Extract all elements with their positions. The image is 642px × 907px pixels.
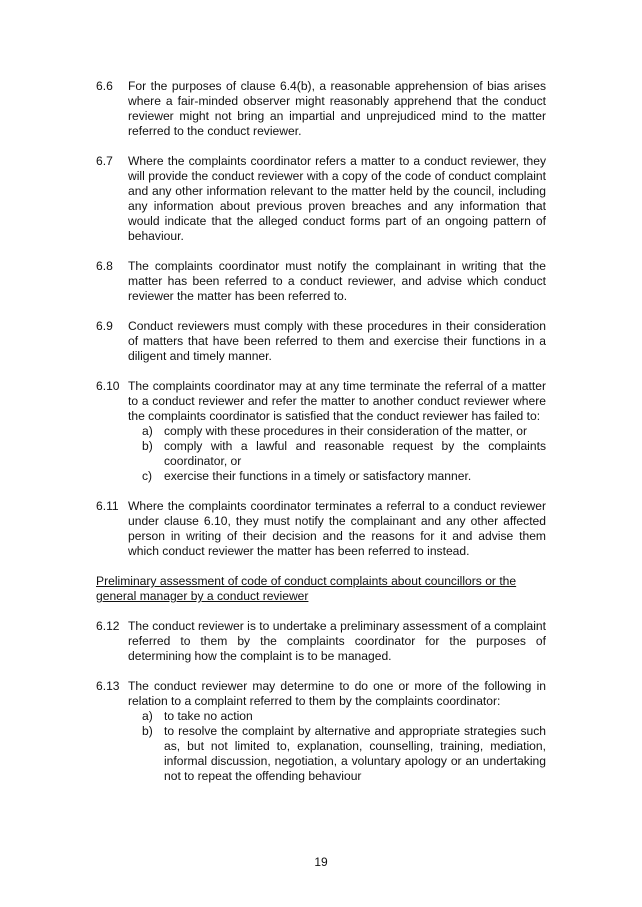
sub-item-list bbox=[128, 709, 546, 784]
clause-number: 6.6 bbox=[96, 79, 113, 93]
clause-number: 6.12 bbox=[96, 619, 120, 633]
page-content bbox=[96, 79, 546, 799]
clause-text: The complaints coordinator must notify the complainant in writing that the matter has been referred to a conduct reviewer, and advise which conduct reviewer the matter has been referred to. bbox=[128, 259, 546, 303]
clause-6-13 bbox=[96, 679, 546, 784]
sub-item-label: c) bbox=[142, 469, 153, 483]
clause-number: 6.8 bbox=[96, 259, 113, 273]
sub-item-label: a) bbox=[142, 424, 153, 438]
sub-item bbox=[142, 709, 546, 724]
clause-6-12 bbox=[96, 619, 546, 664]
sub-item-label: a) bbox=[142, 709, 153, 723]
clause-6-8 bbox=[96, 259, 546, 304]
sub-item bbox=[142, 724, 546, 784]
clause-text: Where the complaints coordinator terminates a referral to a conduct reviewer under clause 6.10, they must notify the complainant and any other affected person in writing of their decision and the reasons for it and advise them which conduct reviewer the matter has been referred to instead. bbox=[128, 499, 546, 558]
clause-number: 6.13 bbox=[96, 679, 120, 693]
page-number: 19 bbox=[314, 855, 328, 869]
clause-6-6 bbox=[96, 79, 546, 139]
clause-text: The conduct reviewer may determine to do one or more of the following in relation to a complaint referred to them by the complaints coordinator: bbox=[128, 679, 546, 708]
clause-text: The conduct reviewer is to undertake a preliminary assessment of a complaint referred to them by the complaints coordinator for the purposes of determining how the complaint is to be managed. bbox=[128, 619, 546, 663]
clause-number: 6.9 bbox=[96, 319, 113, 333]
sub-item-list bbox=[128, 424, 546, 484]
clause-6-7 bbox=[96, 154, 546, 244]
clause-number: 6.7 bbox=[96, 154, 113, 168]
clause-text: Where the complaints coordinator refers a matter to a conduct reviewer, they will provide the conduct reviewer with a copy of the code of conduct complaint and any other information relevant to the matter held by the council, including any information about previous proven breaches and any information that would indicate that the alleged conduct forms part of an ongoing pattern of behaviour. bbox=[128, 154, 546, 243]
sub-item-text: exercise their functions in a timely or satisfactory manner. bbox=[164, 469, 472, 483]
sub-item-text: to resolve the complaint by alternative and appropriate strategies such as, but not limited to, explanation, counselling, training, mediation, informal discussion, negotiation, a voluntary apology or an undertaking not to repeat the offending behaviour bbox=[164, 724, 546, 783]
clause-number: 6.10 bbox=[96, 379, 120, 393]
sub-item-text: comply with these procedures in their consideration of the matter, or bbox=[164, 424, 527, 438]
clause-number: 6.11 bbox=[96, 499, 119, 513]
clause-text: For the purposes of clause 6.4(b), a reasonable apprehension of bias arises where a fair-minded observer might reasonably apprehend that the conduct reviewer might not bring an impartial and unprejudiced mind to the matter referred to the conduct reviewer. bbox=[128, 79, 546, 138]
clause-body bbox=[128, 679, 546, 784]
clause-body bbox=[128, 379, 546, 484]
section-heading: Preliminary assessment of code of conduct complaints about councillors or the general manager by a conduct reviewer bbox=[96, 574, 517, 603]
sub-item-text: comply with a lawful and reasonable request by the complaints coordinator, or bbox=[164, 439, 546, 468]
sub-item-label: b) bbox=[142, 439, 153, 453]
sub-item-text: to take no action bbox=[164, 709, 253, 723]
clause-text: The complaints coordinator may at any time terminate the referral of a matter to a conduct reviewer and refer the matter to another conduct reviewer where the complaints coordinator is satisfied that the conduct reviewer has failed to: bbox=[128, 379, 546, 423]
clause-text: Conduct reviewers must comply with these procedures in their consideration of matters that have been referred to them and exercise their functions in a diligent and timely manner. bbox=[128, 319, 546, 363]
clause-6-11 bbox=[96, 499, 546, 559]
clause-6-9 bbox=[96, 319, 546, 364]
sub-item bbox=[142, 469, 546, 484]
clause-6-10 bbox=[96, 379, 546, 484]
sub-item bbox=[142, 424, 546, 439]
sub-item bbox=[142, 439, 546, 469]
sub-item-label: b) bbox=[142, 724, 153, 738]
